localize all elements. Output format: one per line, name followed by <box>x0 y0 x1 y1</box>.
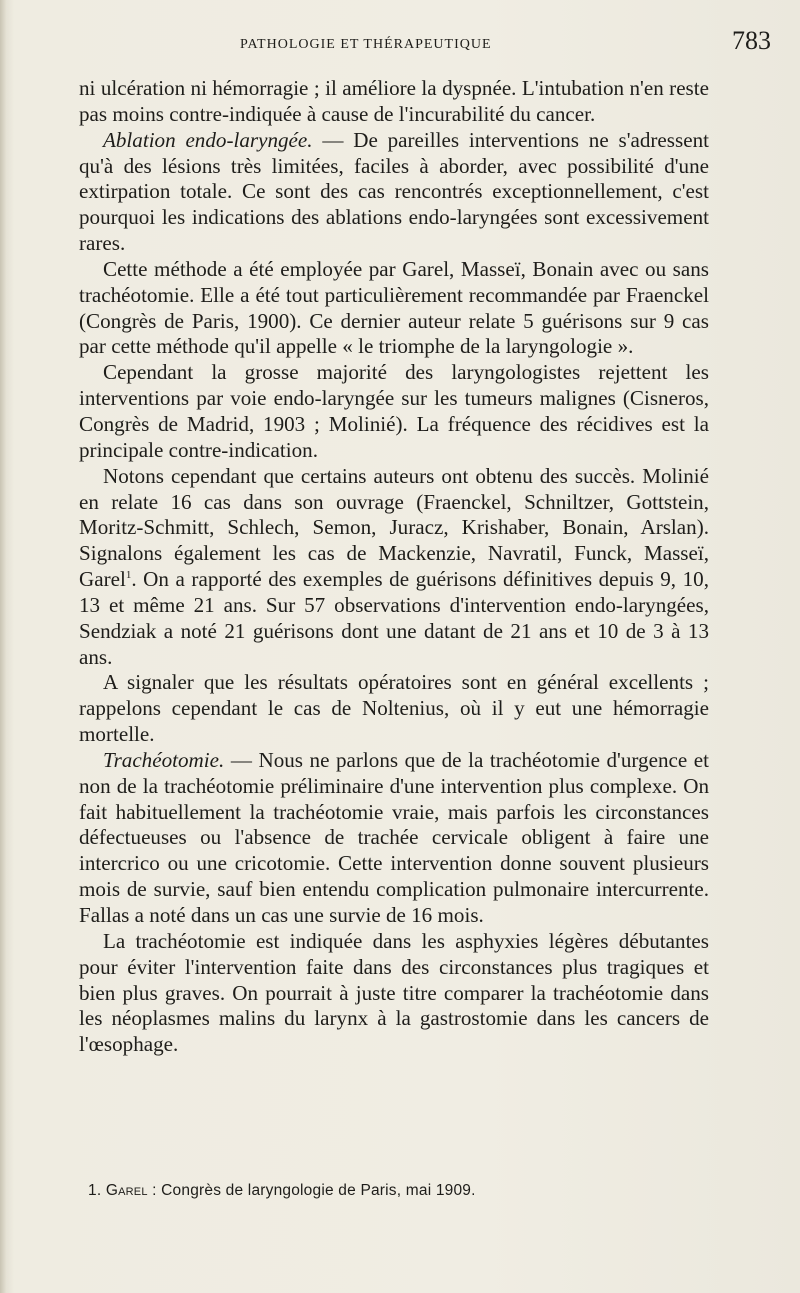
footnote-reference: 1 <box>125 569 132 581</box>
section-heading-ablation: Ablation endo-laryngée. <box>103 127 313 152</box>
paragraph-tracheotomie <box>79 748 709 929</box>
section-heading-tracheotomie: Trachéotomie. <box>103 747 225 772</box>
paragraph-text: La trachéotomie est indiquée dans les asphyxies légères débutantes pour éviter l'intervention faite dans des circonstances plus tragiques et bien plus graves. On pourrait à juste titre comparer la trachéotomie dans les néoplasmes malins du larynx à la gastrostomie dans les cancers de l'œsophage. <box>79 928 709 1057</box>
footnote-number: 1. <box>88 1182 102 1199</box>
footnote-text: : Congrès de laryngologie de Paris, mai 1909. <box>147 1182 476 1199</box>
paragraph-5 <box>79 464 709 671</box>
binding-edge <box>0 0 6 1293</box>
paragraph-3 <box>79 257 709 360</box>
paragraph-text: Notons cependant que certains auteurs ont obtenu des succès. Molinié en relate 16 cas dans son ouvrage (Fraenckel, Schniltzer, Gottstein, Moritz-Schmitt, Schlech, Semon, Juracz, Krishaber, Bonain, Arslan). Signalons également les cas de Mackenzie, Navratil, Funck, Masseï, Garel <box>79 463 709 592</box>
running-head: PATHOLOGIE ET THÉRAPEUTIQUE <box>240 37 492 52</box>
paragraph-6 <box>79 670 709 748</box>
body-text <box>79 76 709 1058</box>
paragraph-text: A signaler que les résultats opératoires sont en général excellents ; rappelons cependant le cas de Noltenius, où il y eut une hémorragie mortelle. <box>79 670 709 747</box>
footnote-author: Garel <box>105 1182 148 1199</box>
paragraph-text: — De pareilles interventions ne s'adressent qu'à des lésions très limitées, faciles à aborder, avec possibilité d'une extirpation totale. Ce sont des cas rencontrés exceptionnellement, c'est pourquoi les indications des ablations endo-laryngées sont excessivement rares. <box>79 127 709 256</box>
paragraph-text: — Nous ne parlons que de la trachéotomie d'urgence et non de la trachéotomie préliminaire d'une intervention plus complexe. On fait habituellement la trachéotomie vraie, mais parfois les circonstances défectueuses ou l'absence de trachée cervicale obligent à faire une intercrico ou une cricotomie. Cette intervention donne souvent plusieurs mois de survie, sauf bien entendu complication pulmonaire intercurrente. Fallas a noté dans un cas une survie de 16 mois. <box>79 747 709 927</box>
paragraph-text: . On a rapporté des exemples de guérisons définitives depuis 9, 10, 13 et même 21 ans. Sur 57 observations d'intervention endo-laryngées, Sendziak a noté 21 guérisons dont une datant de 21 ans et 10 de 3 à 13 ans. <box>79 567 709 669</box>
paragraph-8 <box>79 929 709 1058</box>
page-number: 783 <box>732 26 771 55</box>
footnote <box>88 1182 708 1200</box>
paragraph-4 <box>79 360 709 463</box>
paragraph-text: ni ulcération ni hémorragie ; il améliore la dyspnée. L'intubation n'en reste pas moins contre-indiquée à cause de l'incurabilité du cancer. <box>79 76 709 126</box>
paragraph-text: Cependant la grosse majorité des laryngologistes rejettent les interventions par voie endo-laryngée sur les tumeurs malignes (Cisneros, Congrès de Madrid, 1903 ; Molinié). La fréquence des récidives est la principale contre-indication. <box>79 360 709 462</box>
paragraph-1 <box>79 76 709 128</box>
paragraph-ablation <box>79 128 709 257</box>
paragraph-text: Cette méthode a été employée par Garel, Masseï, Bonain avec ou sans trachéotomie. Elle a été tout particulièrement recommandée par Fraenckel (Congrès de Paris, 1900). Ce dernier auteur relate 5 guérisons sur 9 cas par cette méthode qu'il appelle « le triomphe de la laryngologie ». <box>79 256 709 359</box>
